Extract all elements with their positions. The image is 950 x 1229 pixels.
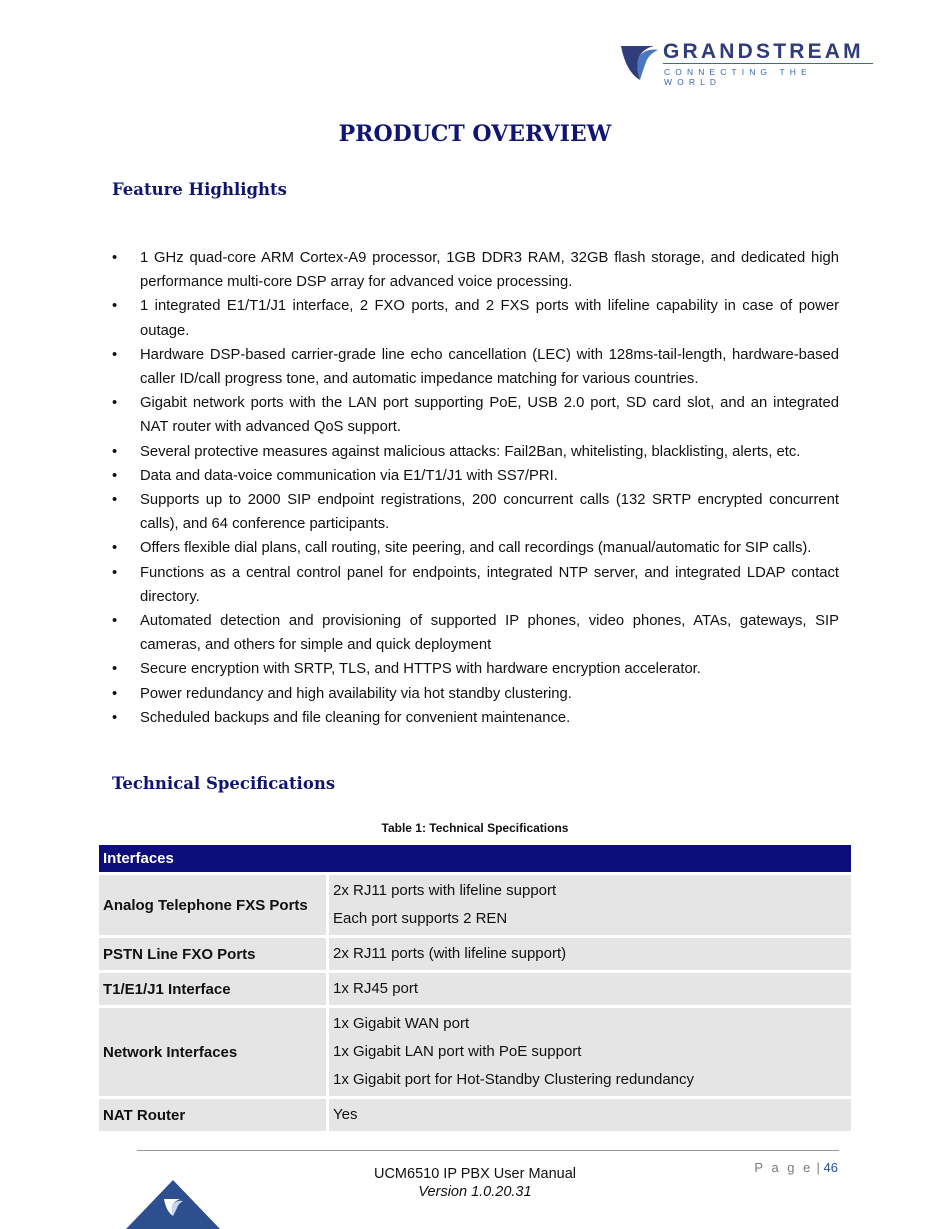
- spec-value: [329, 938, 851, 970]
- spec-value-line: 1x RJ45 port: [333, 980, 419, 997]
- feature-item: • Secure encryption with SRTP, TLS, and HTTPS with hardware encryption accelerator.: [112, 657, 839, 681]
- spec-value-line: Yes: [333, 1106, 358, 1123]
- feature-item: • 1 integrated E1/T1/J1 interface, 2 FXO ports, and 2 FXS ports with lifeline capability in case of power outage.: [112, 294, 839, 342]
- feature-highlights-title: Feature Highlights: [112, 180, 287, 199]
- logo-divider: [663, 63, 873, 64]
- grandstream-logo: [618, 40, 876, 87]
- feature-item: • Power redundancy and high availability via hot standby clustering.: [112, 682, 839, 706]
- spec-value-line: 1x Gigabit LAN port with PoE support: [333, 1043, 582, 1060]
- feature-item: • 1 GHz quad-core ARM Cortex-A9 processor, 1GB DDR3 RAM, 32GB flash storage, and dedicated high performance multi-core DSP array for advanced voice processing.: [112, 246, 839, 294]
- table-row: [99, 875, 851, 935]
- spec-value: [329, 875, 851, 935]
- table-row: [99, 1099, 851, 1131]
- spec-table: [96, 842, 854, 1134]
- footer-divider: [137, 1150, 839, 1151]
- table-row: [99, 973, 851, 1005]
- spec-value: [329, 973, 851, 1005]
- feature-item: • Scheduled backups and file cleaning for convenient maintenance.: [112, 706, 839, 730]
- spec-table-body: [99, 875, 851, 1131]
- spec-label: NAT Router: [99, 1099, 326, 1131]
- spec-label: Analog Telephone FXS Ports: [99, 875, 326, 935]
- spec-label: T1/E1/J1 Interface: [99, 973, 326, 1005]
- table-caption: Table 1: Technical Specifications: [381, 821, 569, 835]
- technical-specifications-title: Technical Specifications: [112, 774, 336, 793]
- logo-tagline: CONNECTING THE WORLD: [664, 67, 812, 87]
- spec-value: [329, 1008, 851, 1096]
- footer-logo-triangle-icon: [126, 1180, 220, 1229]
- spec-value-line: 1x Gigabit WAN port: [333, 1015, 470, 1032]
- table-row: [99, 1008, 851, 1096]
- footer-version: Version 1.0.20.31: [418, 1184, 532, 1200]
- feature-list: [112, 246, 839, 730]
- spec-value-line: 2x RJ11 ports (with lifeline support): [333, 945, 567, 962]
- spec-value-line: 2x RJ11 ports with lifeline support: [333, 882, 557, 899]
- spec-value-line: 1x Gigabit port for Hot-Standby Clustering redundancy: [333, 1071, 695, 1088]
- feature-item: • Several protective measures against malicious attacks: Fail2Ban, whitelisting, blacklisting, alerts, etc.: [112, 440, 839, 464]
- feature-item: • Data and data-voice communication via E1/T1/J1 with SS7/PRI.: [112, 464, 839, 488]
- page-label: P a g e: [754, 1160, 813, 1175]
- logo-wordmark: GRANDSTREAM: [663, 40, 864, 63]
- feature-item: • Automated detection and provisioning of supported IP phones, video phones, ATAs, gateways, SIP cameras, and others for simple and quick deployment: [112, 609, 839, 657]
- table-row: [99, 938, 851, 970]
- feature-item: • Supports up to 2000 SIP endpoint registrations, 200 concurrent calls (132 SRTP encrypted concurrent calls), and 64 conference participants.: [112, 488, 839, 536]
- table-header-interfaces: Interfaces: [99, 845, 851, 872]
- grandstream-swirl-icon: [618, 42, 660, 84]
- page-separator: |: [816, 1160, 820, 1175]
- feature-item: • Offers flexible dial plans, call routing, site peering, and call recordings (manual/automatic for SIP calls).: [112, 536, 839, 560]
- spec-label: PSTN Line FXO Ports: [99, 938, 326, 970]
- spec-value: [329, 1099, 851, 1131]
- feature-item: • Gigabit network ports with the LAN port supporting PoE, USB 2.0 port, SD card slot, and an integrated NAT router with advanced QoS support.: [112, 391, 839, 439]
- page-number-value: 46: [823, 1160, 838, 1175]
- feature-item: • Functions as a central control panel for endpoints, integrated NTP server, and integrated LDAP contact directory.: [112, 561, 839, 609]
- spec-value-line: Each port supports 2 REN: [333, 910, 508, 927]
- page-title: PRODUCT OVERVIEW: [338, 121, 612, 147]
- feature-item: • Hardware DSP-based carrier-grade line echo cancellation (LEC) with 128ms-tail-length, hardware-based caller ID/call progress tone, and automatic impedance matching for various countries.: [112, 343, 839, 391]
- spec-label: Network Interfaces: [99, 1008, 326, 1096]
- footer-manual-title: UCM6510 IP PBX User Manual: [373, 1166, 577, 1182]
- table-header-row: [99, 845, 851, 872]
